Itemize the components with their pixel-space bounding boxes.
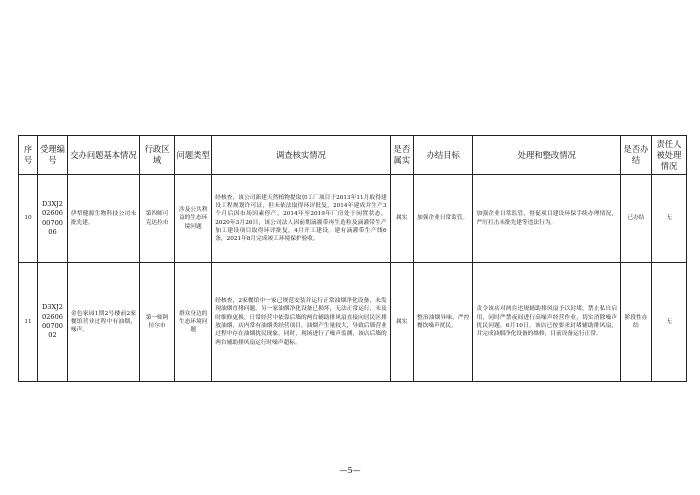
cell-problem-type: 群众身边的生态环境问题 <box>175 263 212 382</box>
header-verified: 是否属实 <box>390 136 413 175</box>
header-handling: 处理和整改情况 <box>473 136 621 175</box>
cell-goal: 加强企业日常监管。 <box>414 175 473 263</box>
cell-region: 第四师可克达拉市 <box>140 175 175 263</box>
cell-case-id: D3XJ2026060070002 <box>38 263 68 382</box>
cell-investigation: 经核查，该公司新建天然植物提取加工厂项目于2013年11月取得建设工程规划许可证，但未依法取得环评批复，2014年建成并生产3个月后因市场因素停产，2014年至2019年厂房处于闲置状态。2020年3月26日，该公司法人因前期滴灌带再生造粒及滴灌带生产加工建设项目取得环评批复，4月开工建设。建有滴灌带生产线6条，2021年8月完成竣工环境保护验收。 <box>212 175 390 263</box>
cell-verified: 属实 <box>390 263 413 382</box>
cell-verified: 属实 <box>390 175 413 263</box>
header-investigation: 调查核实情况 <box>212 136 390 175</box>
cell-basic-info: 金色家园1期2号楼前2家餐馆营业过程中有油烟、噪声。 <box>67 263 139 382</box>
cell-goal: 整治油烟异味、严控餐饮噪声扰民。 <box>414 263 473 382</box>
cell-investigation: 经核查，2家餐馆中一家已规范安装并运行正常油烟净化设备，未发现油烟直排问题。另一家油烟净化设备已损坏，无法正常运行，未及时维修更换。日常经营中依靠后墙的两台辅助排风扇直接向居民区排放油烟，店内常有油烟类经营项目，油烟产生量较大，导致后墙营业过程中存在油烟扰民现象，同时，现场进行了噪声监测，该店后墙的两台辅助排风扇运行时噪声超标。 <box>212 263 390 382</box>
header-responsible: 责任人被处理情况 <box>651 136 686 175</box>
header-case-id: 受理编号 <box>38 136 68 175</box>
table-row <box>19 263 687 382</box>
cell-handling: 加强企业日常监管，督促项目建设环保手续办理情况，严厉打击未批先建等违法行为。 <box>473 175 621 263</box>
cell-closed: 阶段性办结 <box>621 263 652 382</box>
cell-responsible: 无 <box>651 263 686 382</box>
header-basic-info: 交办问题基本情况 <box>67 136 139 175</box>
header-problem-type: 问题类型 <box>175 136 212 175</box>
header-goal: 办结目标 <box>414 136 473 175</box>
cell-basic-info: 伊犁健源生物科技公司未批先建。 <box>67 175 139 263</box>
cell-region: 第一师阿拉尔市 <box>140 263 175 382</box>
table-row <box>19 175 687 263</box>
page-number: —5— <box>339 466 361 475</box>
header-region: 行政区域 <box>140 136 175 175</box>
header-closed: 是否办结 <box>621 136 652 175</box>
cell-serial: 10 <box>19 175 38 263</box>
cell-closed: 已办结 <box>621 175 652 263</box>
cell-case-id: D3XJ2026060070006 <box>38 175 68 263</box>
cell-responsible: 无 <box>651 175 686 263</box>
header-serial: 序号 <box>19 136 38 175</box>
cell-handling: 责令该店对两台违规辅助排风扇予以封堵，禁止私自启用，同时严禁夜间进行高噪声经营作业，切实消除噪声扰民问题。6月10日，该店已按要求封堵辅助排风扇，并完成油烟净化设备的维修，目前设备运行正常。 <box>473 263 621 382</box>
table-header-row <box>19 136 687 175</box>
cell-problem-type: 涉及公共利益的生态环境问题 <box>175 175 212 263</box>
complaint-table <box>18 135 687 382</box>
cell-serial: 11 <box>19 263 38 382</box>
